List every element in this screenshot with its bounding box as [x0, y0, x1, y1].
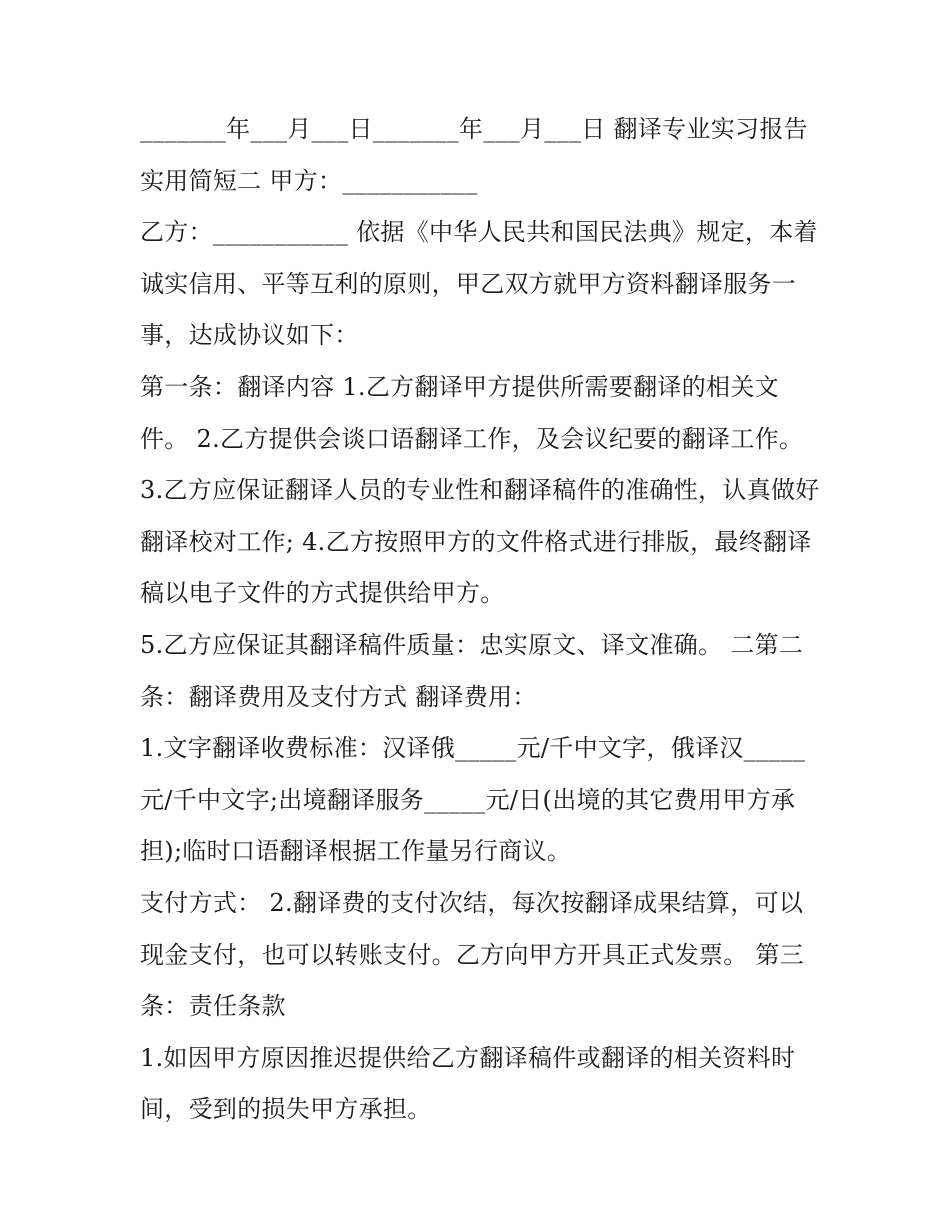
paragraph-article-one: 第一条：翻译内容 1.乙方翻译甲方提供所需要翻译的相关文件。 2.乙方提供会谈口语翻译工作，及会议纪要的翻译工作。: [140, 372, 804, 453]
paragraph-party-b-preamble: 乙方：___________ 依据《中华人民共和国民法典》规定，本着诚实信用、平等互利的原则，甲乙双方就甲方资料翻译服务一事，达成协议如下：: [140, 218, 818, 350]
document-body: [140, 104, 820, 1136]
paragraph-payment-method: 支付方式： 2.翻译费的支付次结，每次按翻译成果结算，可以现金支付，也可以转账支付。乙方向甲方开具正式发票。 第三条：责任条款: [140, 888, 805, 1021]
paragraph-article-two: 5.乙方应保证其翻译稿件质量：忠实原文、译文准确。 二第二条：翻译费用及支付方式 翻译费用：: [140, 630, 804, 711]
paragraph-header-and-party-a: _______年___月___日_______年___月___日 翻译专业实习报告实用简短二 甲方：___________: [140, 115, 808, 195]
paragraph-fee-standard: 1.文字翻译收费标准：汉译俄_____元/千中文字，俄译汉_____元/千中文字;出境翻译服务_____元/日(出境的其它费用甲方承担);临时口语翻译根据工作量另行商议。: [140, 734, 806, 866]
paragraph-liability-item-one: 1.如因甲方原因推迟提供给乙方翻译稿件或翻译的相关资料时间，受到的损失甲方承担。: [140, 1043, 796, 1124]
paragraph-article-one-items: 3.乙方应保证翻译人员的专业性和翻译稿件的准确性，认真做好翻译校对工作; 4.乙方按照甲方的文件格式进行排版，最终翻译稿以电子文件的方式提供给甲方。: [140, 476, 820, 608]
